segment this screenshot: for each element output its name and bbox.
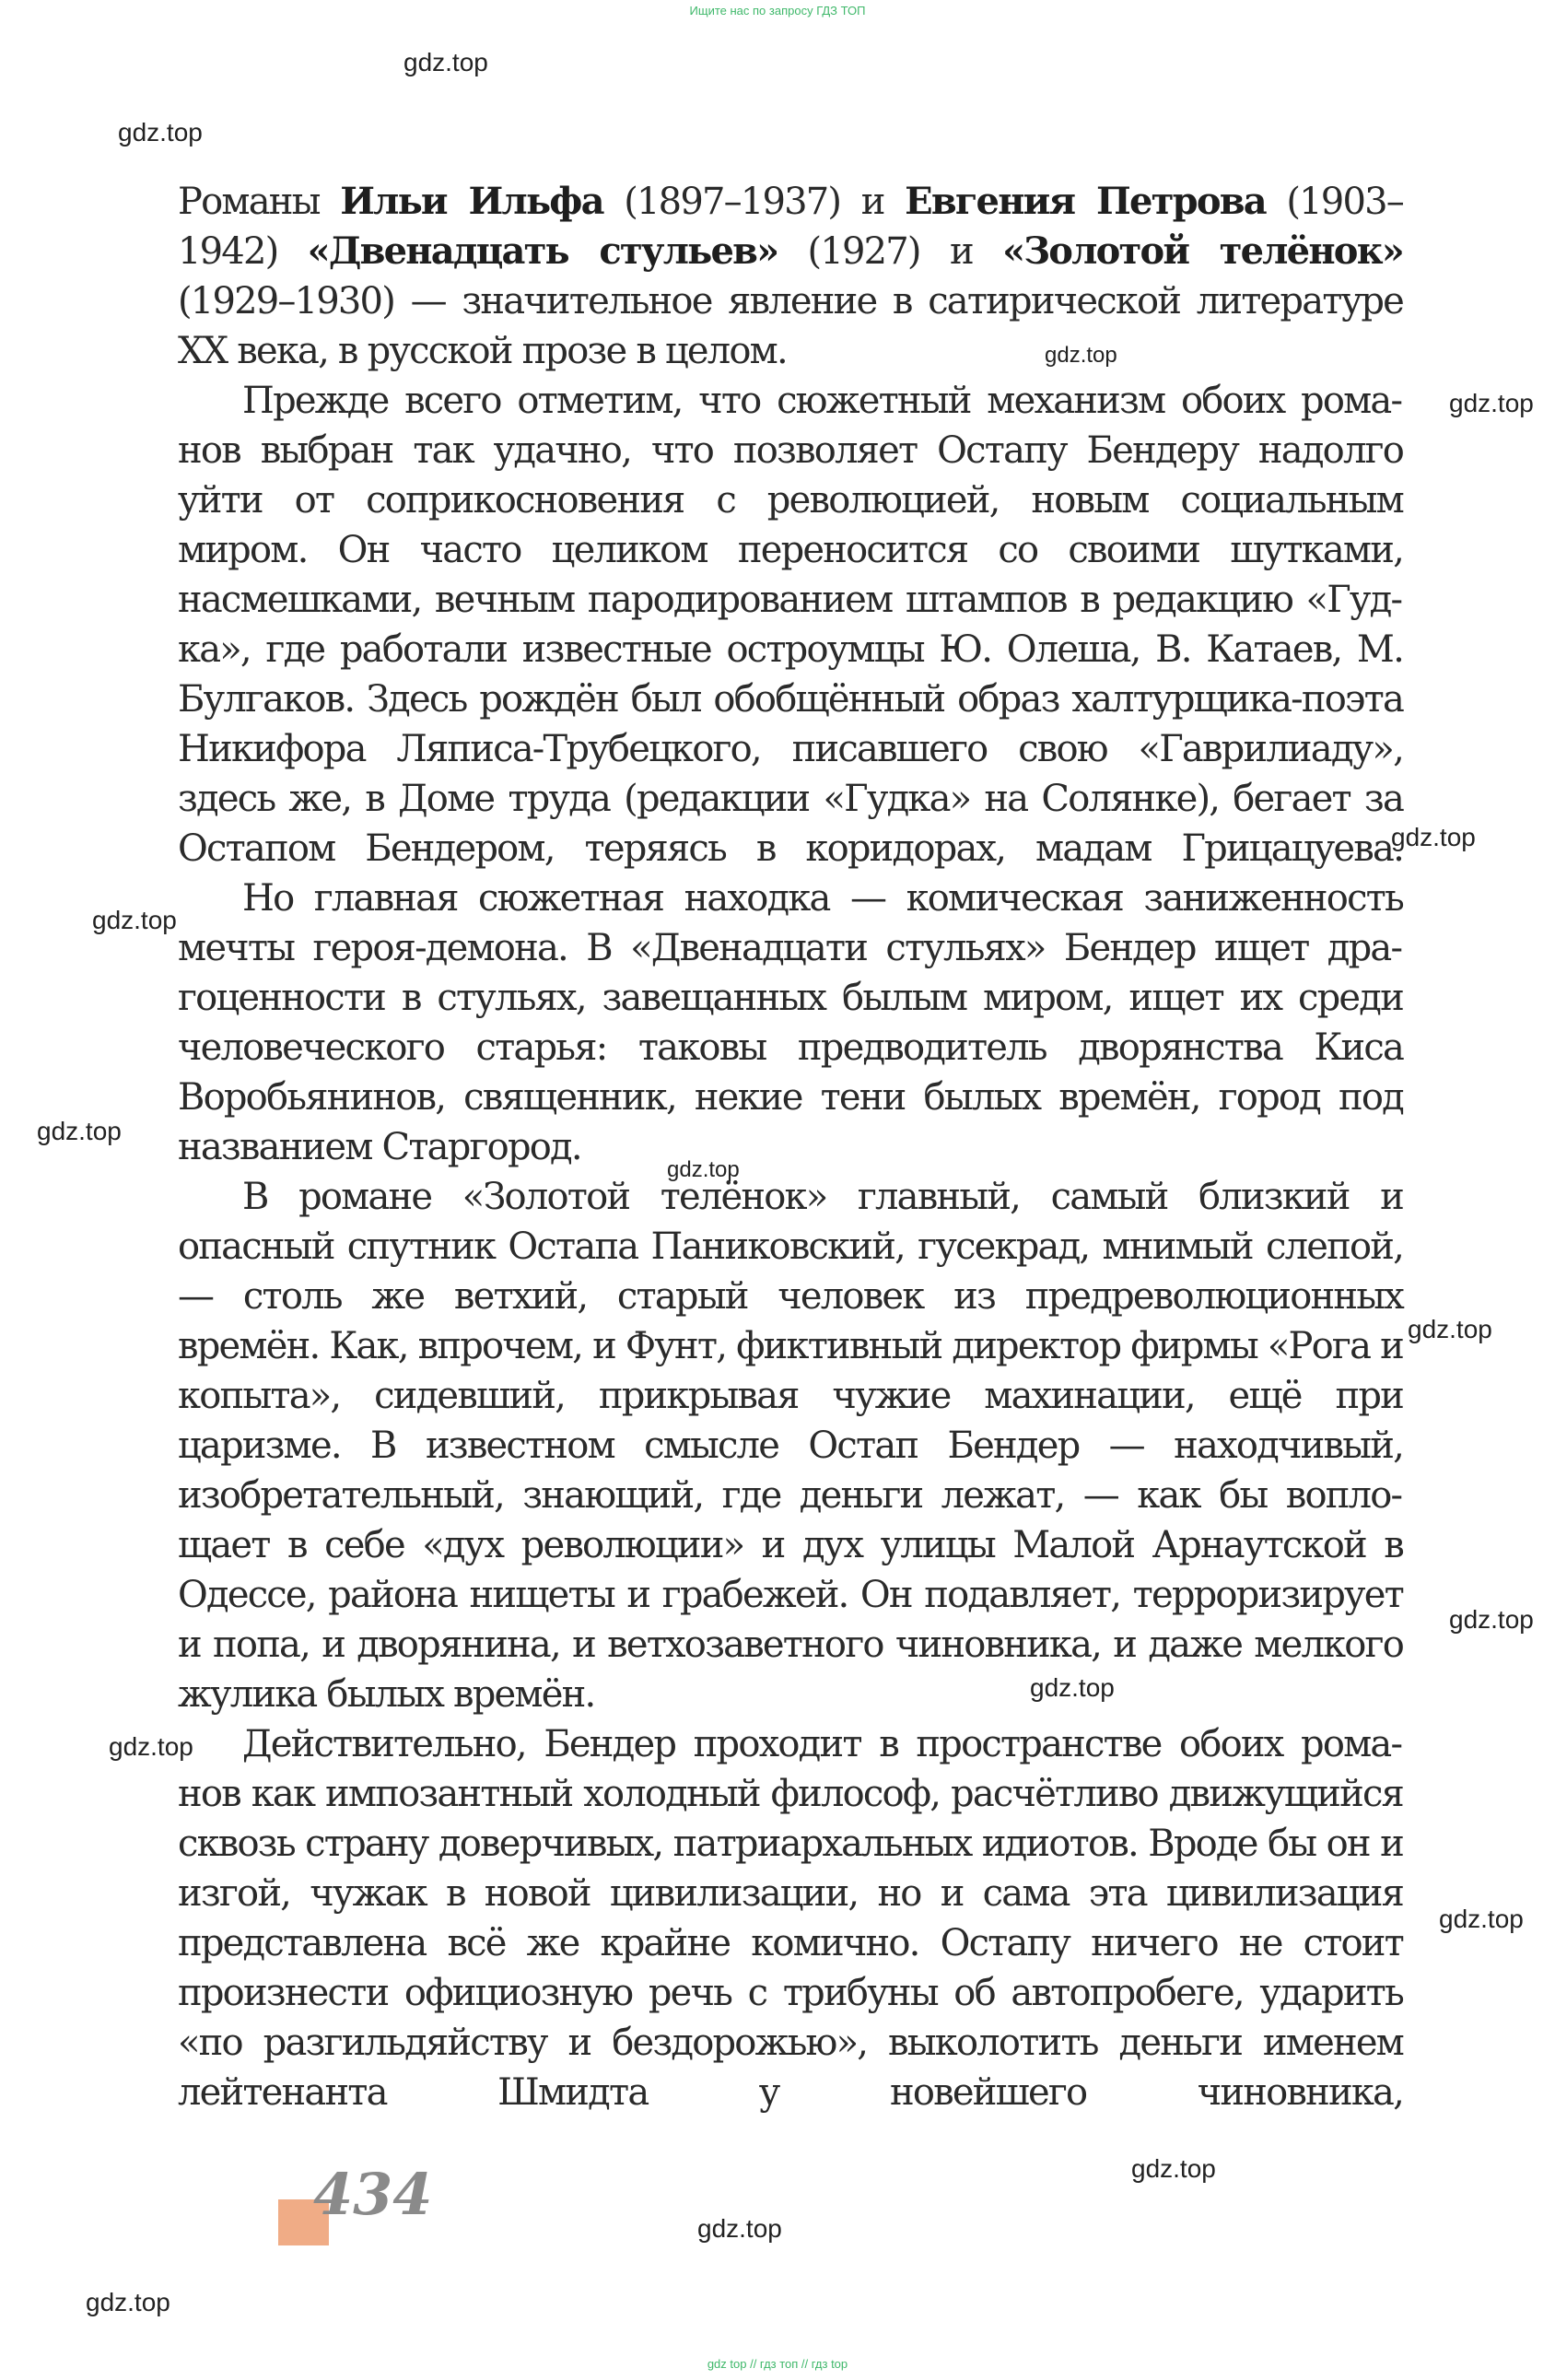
- bottom-banner: gdz top // гдз топ // гдз top: [707, 2357, 848, 2371]
- watermark: gdz.top: [37, 1117, 122, 1145]
- watermark: gdz.top: [109, 1732, 193, 1761]
- text-run: Но главная сюжетная находка — комическая заниженность мечты героя-демона. В «Двенадцати стульях» Бендер ищет драгоценности в стульях, завещанных былым миром, ищет их среди человеческого старья: таковы предводитель дворянства Киса Воробьянинов, священник, некие тени былых времён, город под названием Старгород.: [178, 877, 1403, 1168]
- paragraph: [178, 177, 1403, 376]
- watermark: gdz.top: [403, 48, 488, 76]
- watermark: gdz.top: [1408, 1315, 1492, 1343]
- bold-text: «Двенадцать стульев»: [307, 229, 778, 273]
- watermark: gdz.top: [118, 118, 203, 147]
- text-run: Романы: [178, 181, 341, 223]
- text-run: (1903–1942): [178, 181, 1403, 273]
- watermark: gdz.top: [667, 1157, 740, 1182]
- paragraph: [178, 376, 1403, 873]
- text-run: Действительно, Бендер проходит в пространстве обоих романов как импозантный холодный философ, расчётливо движущийся сквозь страну доверчивых, патриархальных идиотов. Вроде бы он и изгой, чужак в новой цивилизации, но и сама эта цивилизация представлена всё же крайне комично. Остапу ничего не стоит произнести официозную речь с трибуны об автопробеге, ударить «по разгильдяйству и бездорожью», выколотить деньги именем лейтенанта Шмидта у новейшего чиновника,: [178, 1723, 1403, 2114]
- watermark: gdz.top: [1131, 2154, 1216, 2183]
- text-run: Прежде всего отметим, что сюжетный механизм обоих романов выбран так удачно, что позволяет Остапу Бендеру надолго уйти от соприкосновения с революцией, новым социальным миром. Он часто целиком переносится со своими шутками, насмешками, вечным пародированием штампов в редакцию «Гудка», где работали известные остроумцы Ю. Олеша, В. Катаев, М. Булгаков. Здесь рождён был обобщённый образ халтурщика-поэта Никифора Ляписа-Трубецкого, писавшего свою «Гаврилиаду», здесь же, в Доме труда (редакции «Гудка» на Солянке), бегает за Остапом Бендером, теряясь в коридорах, мадам Грицацуева.: [178, 380, 1403, 870]
- watermark: gdz.top: [1449, 1605, 1534, 1634]
- bold-text: Евгения Петрова: [905, 180, 1266, 223]
- text-run: (1929–1930) — значительное явление в сатирической литературе XX века, в русской прозе в целом.: [178, 280, 1403, 372]
- watermark: gdz.top: [86, 2288, 170, 2316]
- watermark: gdz.top: [1045, 343, 1117, 368]
- bold-text: «Золотой телёнок»: [1002, 229, 1403, 273]
- page-number: 434: [313, 2161, 433, 2228]
- top-banner: Ищите нас по запросу ГДЗ ТОП: [689, 4, 866, 18]
- watermark: gdz.top: [92, 906, 177, 934]
- paragraph: [178, 873, 1403, 1172]
- paragraph: [178, 1719, 1403, 2117]
- bold-text: Ильи Ильфа: [340, 180, 603, 223]
- watermark: gdz.top: [697, 2214, 782, 2243]
- watermark: gdz.top: [1449, 389, 1534, 417]
- text-run: (1897–1937) и: [602, 181, 906, 223]
- paragraph: [178, 1172, 1403, 1719]
- text-body: [178, 177, 1403, 2117]
- watermark: gdz.top: [1391, 823, 1476, 851]
- text-run: В романе «Золотой телёнок» главный, самый близкий и опасный спутник Остапа Паниковский, гусекрад, мнимый слепой, — столь же ветхий, старый человек из предреволюционных времён. Как, впрочем, и Фунт, фиктивный директор фирмы «Рога и копыта», сидевший, прикрывая чужие махинации, ещё при царизме. В известном смысле Остап Бендер — находчивый, изобретательный, знающий, где деньги лежат, — как бы воплощает в себе «дух революции» и дух улицы Малой Арнаутской в Одессе, района нищеты и грабежей. Он подавляет, терроризирует и попа, и дворянина, и ветхозаветного чиновника, и даже мелкого жулика былых времён.: [178, 1176, 1403, 1716]
- watermark: gdz.top: [1030, 1673, 1115, 1702]
- text-run: (1927) и: [778, 230, 1003, 273]
- watermark: gdz.top: [1439, 1905, 1524, 1933]
